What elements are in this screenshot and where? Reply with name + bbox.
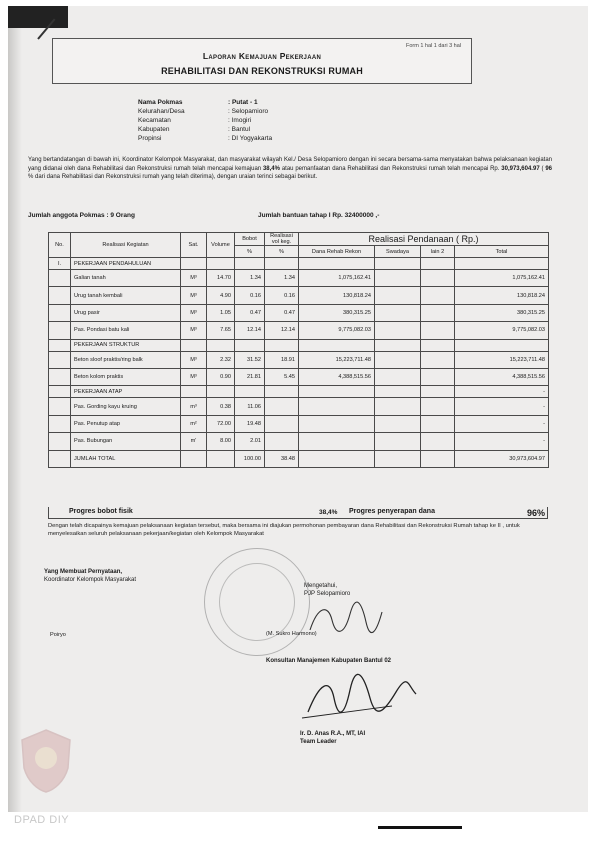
identity-key: Nama Pokmas [138,99,183,106]
cell-weight: 2.01 [235,433,265,450]
cell-fund-total: - [455,415,549,432]
header-fund-self: Swadaya [375,246,421,258]
header-fund-other: lain 2 [421,246,455,258]
cell-fund-rehab [299,415,375,432]
cell-weight: 100.00 [235,450,265,467]
table-row [49,368,549,385]
cell-fund-self [375,339,421,351]
statement-text: Yang bertandatangan di bawah ini, Koordinator Kelompok Masyarakat, dan masyarakat wilayah Kel./ Desa Selopamioro dengan ini secara bersama-sama menyatakan bahwa pelaksanaan kegiatan yang didanai oleh dana Rehabilitasi dan Rekonstruksi rumah telah mencapai kemajuan [28,157,552,172]
cell-volume [207,450,235,467]
pjp-signature [306,600,386,640]
identity-row [138,98,368,107]
cell-fund-self [375,258,421,270]
closing-paragraph: Dengan telah dicapainya kemajuan pelaksanaan kegiatan tersebut, maka bersama ini diajukan permohonan pembayaran dana Rehabilitasi dan Rekonstruksi Rumah tahap ke II , untuk menyelesaikan seluruh pelaksanaan pekerjaan/kegiatan oleh Kelompok Masyarakat [48,523,520,537]
coordinator-signature-block [44,568,136,584]
cell-fund-other [421,351,455,368]
consultant-label: Konsultan Manajemen Kabupaten Bantul 02 [266,658,392,664]
cell-fund-other [421,270,455,287]
cell-weight: 31.52 [235,351,265,368]
statement-percent-fund: 96 [545,165,553,172]
identity-value: : Putat - 1 [228,99,258,106]
cell-weight [235,339,265,351]
cell-fund-total [455,258,549,270]
scan-corner [8,6,68,28]
cell-volume: 4.90 [207,287,235,304]
team-leader-role: Team Leader [300,739,337,745]
cell-realized: 0.47 [265,304,299,321]
cell-no [49,351,71,368]
progress-summary-row [48,507,548,519]
cell-activity: Beton kolom praktis [71,368,181,385]
cell-realized [265,433,299,450]
cell-fund-other [421,433,455,450]
report-title-box [52,38,472,84]
cell-activity: Galian tanah [71,270,181,287]
cell-volume: 1.05 [207,304,235,321]
pokmas-identity [138,98,368,143]
cell-fund-total: 15,223,711.48 [455,351,549,368]
cell-fund-total: 9,775,082.03 [455,322,549,339]
scan-bottom-bar [378,826,462,829]
cell-fund-other [421,450,455,467]
cell-fund-other [421,386,455,398]
cell-realized [265,415,299,432]
cell-fund-self [375,270,421,287]
cell-fund-self [375,433,421,450]
report-subtitle: REHABILITASI DAN REKONSTRUKSI RUMAH [161,66,363,76]
cell-fund-rehab [299,450,375,467]
identity-row [138,107,368,116]
cell-realized [265,339,299,351]
cell-weight [235,258,265,270]
member-count: Jumlah anggota Pokmas : 9 Orang [28,212,135,219]
cell-no [49,386,71,398]
cell-unit [181,450,207,467]
cell-fund-rehab [299,339,375,351]
cell-volume: 0.38 [207,398,235,415]
cell-realized [265,398,299,415]
cell-realized: 5.45 [265,368,299,385]
cell-fund-total [455,339,549,351]
table-row [49,287,549,304]
cell-fund-other [421,287,455,304]
cell-no [49,322,71,339]
identity-value: : Bantul [228,126,251,133]
table-row [49,304,549,321]
identity-key: Propinsi [138,135,162,142]
cell-fund-total: - [455,386,549,398]
cell-fund-total: 130,818.24 [455,287,549,304]
statement-text: atau pemanfaatan dana Rehabilitasi dan Rekonstruksi rumah telah mencapai Rp. [281,165,500,172]
cell-volume: 0.90 [207,368,235,385]
progress-table [48,232,549,468]
cell-no [49,287,71,304]
signer-role: Koordinator Kelompok Masyarakat [44,577,137,583]
table-row [49,270,549,287]
cell-fund-self [375,398,421,415]
cell-fund-rehab: 9,775,082.03 [299,322,375,339]
cell-no [49,398,71,415]
cell-no [49,415,71,432]
table-row [49,433,549,450]
cell-fund-other [421,322,455,339]
identity-key: Kecamatan [138,117,171,124]
cell-fund-other [421,368,455,385]
table-header-row [49,233,549,246]
team-leader-name: Ir. D. Anas R.A., MT, IAI [300,731,366,737]
cell-activity: PEKERJAAN PENDAHULUAN [71,258,181,270]
team-leader-signature [300,672,420,724]
cell-fund-rehab: 4,388,515.56 [299,368,375,385]
cell-unit [181,258,207,270]
table-section-row [49,386,549,398]
physical-progress-value: 38,4% [319,509,338,516]
coordinator-name: Poiryo [50,632,66,638]
header-activity: Realisasi Kegiatan [71,233,181,258]
header-fund-rehab: Dana Rehab Rekon [299,246,375,258]
cell-fund-other [421,258,455,270]
statement-percent: 38,4% [262,165,280,172]
form-reference: Form 1 hal 1 dari 3 hal [405,43,461,49]
cell-fund-total: - [455,398,549,415]
identity-key: Kelurahan/Desa [138,108,185,115]
cell-fund-other [421,398,455,415]
statement-text: % dari dana Rehabilitasi dan Rekonstruksi rumah yang telah diterima), dengan uraian terinci sebagai berikut. [28,174,318,181]
cell-activity: Beton sloof praktis/ring balk [71,351,181,368]
cell-no: I. [49,258,71,270]
statement-paragraph [28,156,552,182]
header-realized-unit: % [265,246,299,258]
cell-volume: 14.70 [207,270,235,287]
cell-unit: m' [181,433,207,450]
header-weight: Bobot [235,233,265,246]
header-realized: Realisasi vol keg. [265,233,299,246]
identity-value: : DI Yogyakarta [228,135,273,142]
identity-row [138,125,368,134]
cell-unit [181,386,207,398]
cell-activity: Pas. Bubungan [71,433,181,450]
cell-activity: Urug tanah kembali [71,287,181,304]
table-row [49,351,549,368]
cell-activity: Urug pasir [71,304,181,321]
table-section-row [49,258,549,270]
cell-no [49,304,71,321]
cell-fund-rehab [299,398,375,415]
cell-fund-total: - [455,433,549,450]
cell-no [49,339,71,351]
page-edge-shadow [8,6,22,812]
official-stamp [204,548,310,656]
cell-no [49,433,71,450]
cell-unit: M³ [181,322,207,339]
statement-text: ( [541,165,544,172]
cell-weight [235,386,265,398]
cell-fund-self [375,351,421,368]
cell-fund-total: 30,973,604.97 [455,450,549,467]
cell-fund-other [421,304,455,321]
cell-activity: Pas. Penutup atap [71,415,181,432]
cell-weight: 12.14 [235,322,265,339]
cell-realized: 1.34 [265,270,299,287]
identity-value: : Selopamioro [228,108,269,115]
cell-realized: 18.91 [265,351,299,368]
cell-fund-rehab [299,258,375,270]
cell-unit: M³ [181,304,207,321]
header-weight-unit: % [235,246,265,258]
aid-amount: Jumlah bantuan tahap I Rp. 32400000 ,- [258,212,380,219]
cell-weight: 11.06 [235,398,265,415]
table-row [49,450,549,467]
pjp-name: (M. Sukro Harmono) [266,631,317,637]
cell-activity: Pas. Pondasi batu kali [71,322,181,339]
table-row [49,322,549,339]
header-no: No. [49,233,71,258]
header-unit: Sat. [181,233,207,258]
cell-volume [207,258,235,270]
cell-volume [207,386,235,398]
cell-unit: m² [181,415,207,432]
cell-volume: 8.00 [207,433,235,450]
watermark: DPAD DIY [14,814,70,826]
statement-amount: 30,973,604.97 [501,165,540,172]
cell-volume: 72.00 [207,415,235,432]
cell-fund-self [375,415,421,432]
cell-fund-self [375,450,421,467]
cell-activity: PEKERJAAN ATAP [71,386,181,398]
physical-progress-label: Progres bobot fisik [69,508,133,515]
identity-key: Kabupaten [138,126,170,133]
cell-no [49,450,71,467]
fund-absorption-label: Progres penyerapan dana [349,508,435,515]
cell-weight: 0.16 [235,287,265,304]
cell-realized [265,386,299,398]
cell-unit: M³ [181,351,207,368]
cell-realized [265,258,299,270]
cell-activity: Pas. Gording kayu kruing [71,398,181,415]
cell-activity: PEKERJAAN STRUKTUR [71,339,181,351]
cell-fund-rehab: 380,315.25 [299,304,375,321]
cell-fund-rehab [299,386,375,398]
cell-realized: 38.48 [265,450,299,467]
cell-fund-other [421,415,455,432]
cell-fund-other [421,339,455,351]
cell-fund-total: 1,075,162.41 [455,270,549,287]
table-row [49,398,549,415]
cell-unit: m³ [181,398,207,415]
acknowledged-label: Mengetahui, [304,583,338,589]
cell-realized: 12.14 [265,322,299,339]
cell-weight: 19.48 [235,415,265,432]
team-leader-block [300,730,365,746]
cell-fund-self [375,304,421,321]
emblem-logo-icon [18,728,74,794]
identity-value: : Imogiri [228,117,252,124]
cell-fund-self [375,368,421,385]
identity-row [138,116,368,125]
header-volume: Volume [207,233,235,258]
cell-fund-total: 4,388,515.56 [455,368,549,385]
cell-fund-total: 380,315.25 [455,304,549,321]
cell-fund-rehab: 15,223,711.48 [299,351,375,368]
cell-weight: 0.47 [235,304,265,321]
cell-fund-self [375,287,421,304]
header-funding: Realisasi Pendanaan ( Rp.) [299,233,549,246]
cell-fund-rehab [299,433,375,450]
cell-volume [207,339,235,351]
fund-absorption-value: 96% [526,508,545,518]
cell-unit: M³ [181,270,207,287]
pjp-signature-block [304,582,350,598]
cell-unit: M³ [181,368,207,385]
pjp-label: PJP Selopamioro [304,591,351,597]
table-section-row [49,339,549,351]
report-title: Laporan Kemajuan Pekerjaan [202,51,322,61]
identity-row [138,134,368,143]
cell-weight: 1.34 [235,270,265,287]
cell-realized: 0.16 [265,287,299,304]
cell-fund-self [375,386,421,398]
cell-volume: 2.32 [207,351,235,368]
cell-fund-rehab: 1,075,162.41 [299,270,375,287]
cell-no [49,270,71,287]
cell-no [49,368,71,385]
cell-activity: JUMLAH TOTAL [71,450,181,467]
signer-title: Yang Membuat Pernyataan, [44,569,123,575]
table-row [49,415,549,432]
cell-weight: 21.81 [235,368,265,385]
cell-unit: M³ [181,287,207,304]
cell-volume: 7.65 [207,322,235,339]
cell-unit [181,339,207,351]
cell-fund-rehab: 130,818.24 [299,287,375,304]
cell-fund-self [375,322,421,339]
header-fund-total: Total [455,246,549,258]
